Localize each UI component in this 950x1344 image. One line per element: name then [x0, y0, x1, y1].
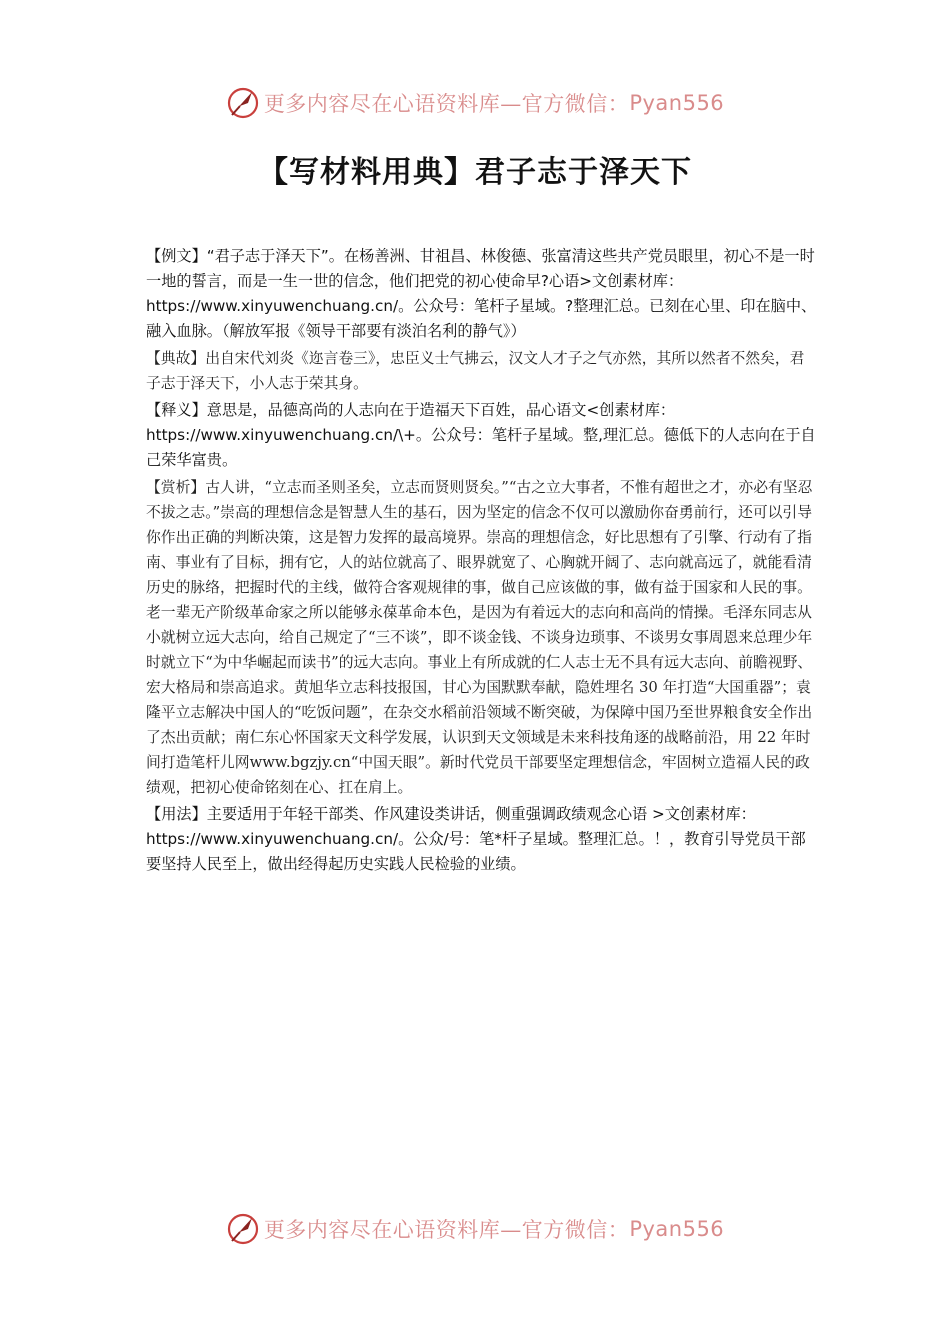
text-appreciation: 古人讲，“立志而圣则圣矣，立志而贤则贤矣。”“古之立大事者，不惟有超世之才，亦必有坚忍不拔之志。”崇高的理想信念是智慧人生的基石，因为坚定的信念不仅可以激励你奋勇前行，还可以引导你作出正确的判断决策，这是智力发挥的最高境界。崇高的理想信念，好比思想有了引擎、行动有了指南、事业有了目标，拥有它，人的站位就高了、眼界就宽了、心胸就开阔了、志向就高远了，就能看清历史的脉络，把握时代的主线，做符合客观规律的事，做自己应该做的事，做有益于国家和人民的事。老一辈无产阶级革命家之所以能够永葆革命本色，是因为有着远大的志向和高尚的情操。毛泽东同志从小就树立远大志向，给自己规定了“三不谈”，即不谈金钱、不谈身边琐事、不谈男女事周恩来总理少年时就立下“为中华崛起而读书”的远大志向。事业上有所成就的仁人志士无不具有远大志向、前瞻视野、宏大格局和崇高追求。黄旭华立志科技报国，甘心为国默默奉献，隐姓埋名 30 年打造“大国重器”；袁隆平立志解决中国人的“吃饭问题”，在杂交水稻前沿领域不断突破，为保障中国乃至世界粮食安全作出了杰出贡献；南仁东心怀国家天文科学发展，认识到天文领域是未来科技角逐的战略前沿，用 22 年时间打造笔杆儿网www.bgzjy.cn“中国天眼”。新时代党员干部要坚定理想信念，牢固树立造福人民的政绩观，把初心使命铭刻在心、扛在肩上。	[146, 479, 813, 796]
header-banner	[0, 83, 950, 123]
footer-banner-text: 更多内容尽在心语资料库—官方微信：	[263, 1218, 630, 1242]
label-meaning: 【释义】	[146, 401, 207, 419]
footer-banner	[0, 1209, 950, 1249]
text-usage: 主要适用于年轻干部类、作风建设类讲话，侧重强调政绩观念心语 >文创素材库：https://www.xinyuwenchuang.cn/。公众/号：笔*杆子星域。整理汇总。！，教育引导党员干部要坚持人民至上，做出经得起历史实践人民检验的业绩。	[146, 805, 806, 873]
banner-text: 更多内容尽在心语资料库—官方微信：	[263, 92, 630, 116]
paragraph-usage	[146, 802, 818, 877]
text-allusion: 出自宋代刘炎《迩言卷三》，忠臣义士气拂云，汉文人才子之气亦然，其所以然者不然矣，君子志于泽天下，小人志于荣其身。	[146, 350, 805, 392]
paragraph-allusion	[146, 346, 818, 396]
quill-logo-icon	[226, 1212, 260, 1246]
paragraph-example	[146, 244, 818, 344]
label-example: 【例文】	[146, 247, 207, 265]
paragraph-meaning	[146, 398, 818, 473]
wechat-id: Pyan556	[629, 91, 725, 115]
text-meaning: 意思是，品德高尚的人志向在于造福天下百姓，品心语文<创素材库：https://www.xinyuwenchuang.cn/\+。公众号：笔杆子星域。整,理汇总。德低下的人志向在于自己荣华富贵。	[146, 401, 816, 469]
page-title: 【写材料用典】君子志于泽天下	[258, 155, 692, 190]
footer-wechat-id: Pyan556	[629, 1217, 725, 1241]
label-appreciation: 【赏析】	[146, 479, 206, 496]
label-usage: 【用法】	[146, 805, 207, 823]
label-allusion: 【典故】	[146, 350, 206, 367]
paragraph-appreciation	[146, 475, 818, 800]
text-example: “君子志于泽天下”。在杨善洲、甘祖昌、林俊德、张富清这些共产党员眼里，初心不是一时一地的誓言，而是一生一世的信念，他们把党的初心使命早?心语>文创素材库：https://www.xinyuwenchuang.cn/。公众号：笔杆子星域。?整理汇总。已刻在心里、印在脑中、融入血脉。（解放军报《领导干部要有淡泊名利的静气》）	[146, 247, 817, 340]
quill-logo-icon	[226, 86, 260, 120]
document-body	[146, 244, 818, 879]
